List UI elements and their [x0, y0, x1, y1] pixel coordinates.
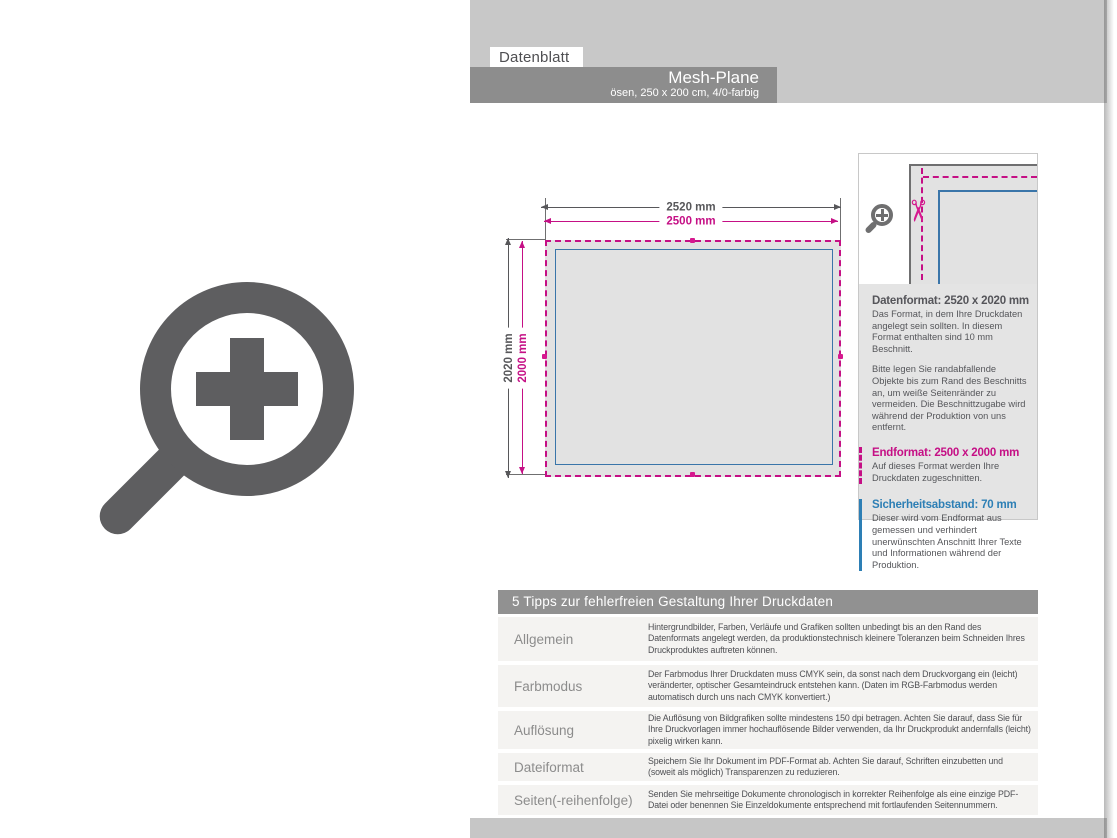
dimension-label: 2020 mm [502, 327, 516, 388]
tip-label: Seiten(-reihenfolge) [514, 792, 633, 808]
section-paragraph: Auf dieses Format werden Ihre Druckdaten zugeschnitten. [872, 461, 1000, 483]
bleed-line [921, 168, 923, 280]
safety-line [938, 190, 1037, 192]
product-title-bar [470, 67, 777, 103]
dimension-label: 2000 mm [516, 327, 530, 388]
dimension-width-data [541, 201, 841, 214]
format-info-panel [858, 153, 1038, 570]
tip-label: Allgemein [514, 631, 574, 647]
eyelet-dot-left [542, 354, 547, 359]
eyelet-dot-bottom [690, 472, 695, 477]
safety-rectangle [555, 249, 833, 465]
plus-icon [230, 338, 264, 440]
corner-detail-image [859, 154, 1037, 284]
table-row [498, 785, 1038, 815]
bottom-band [470, 818, 1107, 838]
dimension-label: 2520 mm [659, 202, 722, 214]
tip-label: Farbmodus [514, 678, 583, 694]
product-title: Mesh-Plane [668, 68, 759, 87]
tips-table [498, 617, 1038, 815]
section-paragraph: Das Format, in dem Ihre Druckdaten angelegt sein sollten. In diesem Format enthalten sind 10 mm Beschnitt. [872, 309, 1023, 354]
tip-text: Der Farbmodus Ihrer Druckdaten muss CMYK sein, da sonst nach dem Druckvorgang ein (leicht) veränderter, optischer Gesamteindruck entstehen kann. (Daten im RGB-Farbmodus werden automatisch durch uns nach CMYK konvertiert.) [648, 669, 1018, 702]
tab-datenblatt[interactable]: Datenblatt [490, 47, 583, 68]
tip-text: Senden Sie mehrseitige Dokumente chronologisch in korrekter Reihenfolge als eine einzige PDF-Datei oder benennen Sie Einzeldokumente entsprechend mit fortlaufenden Seitennummern. [648, 788, 1019, 810]
tips-header: 5 Tipps zur fehlerfreien Gestaltung Ihrer Druckdaten [498, 590, 1038, 614]
eyelet-dot-right [838, 354, 843, 359]
format-descriptions [859, 284, 1037, 570]
extension-line [506, 474, 545, 475]
table-row [498, 711, 1038, 749]
extension-line [506, 239, 545, 240]
section-heading: Sicherheitsabstand: 70 mm [872, 499, 1017, 512]
eyelet-dot-top [690, 238, 695, 243]
tip-label: Auflösung [514, 722, 575, 738]
sheet-fill [911, 166, 1037, 284]
section-sicherheitsabstand [859, 499, 1029, 571]
plus-icon [881, 209, 884, 221]
table-row [498, 753, 1038, 781]
section-paragraph: Dieser wird vom Endformat aus gemessen und verhindert unerwünschten Anschnitt Ihrer Texte und Informationen während der Produktion. [872, 513, 1022, 570]
section-paragraph: Bitte legen Sie randabfallende Objekte bis zum Rand des Beschnitts an, um weiße Seitenränder zu vermeiden. Die Beschnittzugabe wird während der Produktion von uns entfernt. [872, 364, 1027, 433]
section-heading: Datenformat: 2520 x 2020 mm [872, 295, 1029, 307]
tip-label: Dateiformat [514, 759, 584, 775]
tip-text: Die Auflösung von Bildgrafiken sollte mindestens 150 dpi betragen. Achten Sie darauf, dass Sie für Ihre Druckvorlagen immer hochauflösende Bilder verwenden, da Ihr Druckprodukt andernfalls (leicht) pixelig wirken kann. [648, 713, 1031, 746]
dimension-height-final [517, 241, 529, 474]
safety-line [938, 190, 940, 284]
dimension-label: 2500 mm [659, 216, 722, 228]
dimension-width-final [544, 215, 838, 228]
section-heading: Endformat: 2500 x 2000 mm [872, 447, 1020, 460]
scissors-icon: ✂ [900, 198, 934, 224]
product-image-area [0, 0, 470, 838]
section-datenformat [859, 295, 1029, 434]
datasheet-sheet [470, 0, 1107, 838]
table-row [498, 665, 1038, 707]
table-row [498, 617, 1038, 661]
dimension-height-data [503, 238, 515, 478]
bleed-line [923, 176, 1037, 178]
tip-text: Hintergrundbilder, Farben, Verläufe und Grafiken sollten unbedingt bis an den Rand des Datenformats angelegt werden, da produktionstechnisch kleinere Toleranzen beim Schneiden Ihres Druckproduktes auftreten können. [648, 622, 1025, 655]
page-shadow [1104, 0, 1114, 838]
tip-text: Speichern Sie Ihr Dokument im PDF-Format ab. Achten Sie darauf, Schriften einzubetten und (soweit als möglich) Transparenzen zu reduzieren. [648, 755, 1003, 777]
product-subtitle: ösen, 250 x 200 cm, 4/0-farbig [610, 87, 759, 99]
section-endformat [859, 447, 1029, 484]
